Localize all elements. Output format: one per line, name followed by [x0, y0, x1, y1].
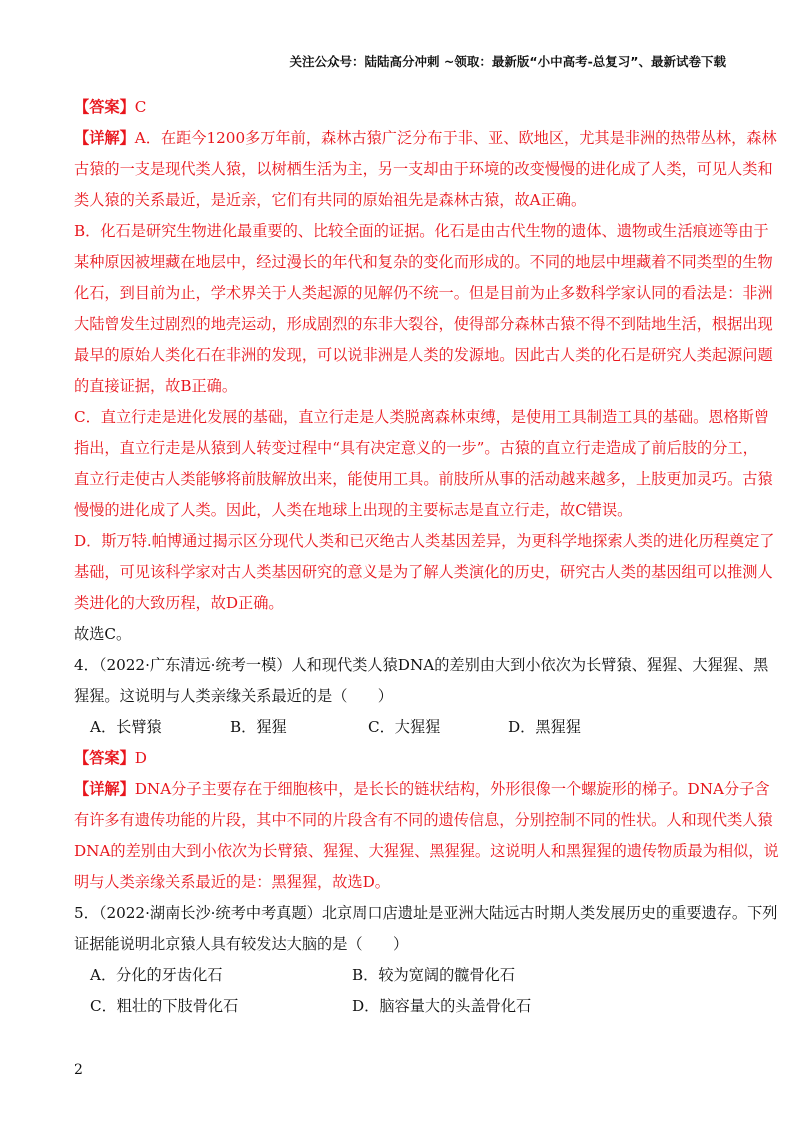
q3-detail-line: C．直立行走是进化发展的基础，直立行走是人类脱离森林束缚，是使用工具制造工具的基础。恩格斯曾 [74, 408, 770, 426]
q4-detail-line [74, 774, 770, 805]
q3-detail-line: D．斯万特.帕博通过揭示区分现代人类和已灭绝古人类基因差异，为更科学地探索人类的进化历程奠定了 [74, 532, 775, 550]
q4-stem-line [74, 650, 769, 681]
q3-detail-line: 基础，可见该科学家对古人类基因研究的意义是为了解人类演化的历史，研究古人类的基因组可以推测人 [74, 563, 773, 581]
question-number: 4． [74, 656, 99, 674]
q3-detail-line: 类进化的大致历程，故D正确。 [74, 594, 284, 612]
q3-detail-line: 慢慢的进化成了人类。因此，人类在地球上出现的主要标志是直立行走，故C错误。 [74, 501, 633, 519]
question-number: 5． [74, 904, 99, 922]
option-b[interactable]: B．猩猩 [230, 718, 287, 736]
option-a[interactable]: A．分化的牙齿化石 [90, 966, 223, 984]
question-stem: 北京周口店遗址是亚洲大陆远古时期人类发展历史的重要遗存。下列 [321, 904, 778, 922]
q3-detail-line: 最早的原始人类化石在非洲的发现，可以说非洲是人类的发源地。因此古人类的化石是研究人类起源问题 [74, 346, 773, 364]
question-stem: 人和现代类人猿DNA的差别由大到小依次为长臂猿、猩猩、大猩猩、黑 [291, 656, 769, 674]
answer-tag: 【答案】 [74, 98, 135, 116]
q3-detail-line: 化石，到目前为止，学术界关于人类起源的见解仍不统一。但是目前为止多数科学家认同的看法是：非洲 [74, 284, 773, 302]
q4-stem-line: 猩猩。这说明与人类亲缘关系最近的是（ ） [74, 687, 393, 705]
q4-detail-line: 明与人类亲缘关系最近的是：黑猩猩，故选D。 [74, 873, 390, 891]
option-d[interactable]: D．脑容量大的头盖骨化石 [352, 997, 532, 1015]
q3-detail-line: 大陆曾发生过剧烈的地壳运动，形成剧烈的东非大裂谷，使得部分森林古猿不得不到陆地生活，根据出现 [74, 315, 773, 333]
answer-value: C [134, 98, 147, 116]
option-d[interactable]: D．黑猩猩 [508, 718, 581, 736]
q4-options [74, 712, 734, 743]
detail-text: A．在距今1200多万年前，森林古猿广泛分布于非、亚、欧地区，尤其是非洲的热带丛林，森林 [134, 129, 777, 147]
q3-answer-line [74, 92, 734, 123]
q4-detail-line: DNA的差别由大到小依次为长臂猿、猩猩、大猩猩、黑猩猩。这说明人和黑猩猩的遗传物质最为相似，说 [74, 842, 779, 860]
q3-detail-line: 古猿的一支是现代类人猿，以树栖生活为主，另一支却由于环境的改变慢慢的进化成了人类，可见人类和 [74, 160, 773, 178]
detail-tag: 【详解】 [74, 780, 135, 798]
question-source: （2022·湖南长沙·统考中考真题） [98, 904, 322, 922]
q3-conclusion: 故选C。 [74, 625, 132, 643]
page-header: 关注公众号：陆陆高分冲刺 ~领取：最新版“小中高考-总复习”、最新试卷下载 [289, 54, 726, 69]
q3-detail-line: 的直接证据，故B正确。 [74, 377, 238, 395]
q4-answer-line [74, 743, 734, 774]
q3-detail-line: 指出，直立行走是从猿到人转变过程中“具有决定意义的一步”。古猿的直立行走造成了前后肢的分工， [74, 439, 758, 457]
detail-text: DNA分子主要存在于细胞核中，是长长的链状结构，外形很像一个螺旋形的梯子。DNA分子含 [134, 780, 770, 798]
answer-value: D [134, 749, 147, 767]
q5-stem-line [74, 898, 778, 929]
q3-detail-line: 直立行走使古人类能够将前肢解放出来，能使用工具。前肢所从事的活动越来越多，上肢更加灵巧。古猿 [74, 470, 773, 488]
q4-detail-line: 有许多有遗传功能的片段，其中不同的片段含有不同的遗传信息，分别控制不同的性状。人和现代类人猿 [74, 811, 773, 829]
page-content [74, 92, 779, 1022]
q3-detail-line: 类人猿的关系最近，是近亲，它们有共同的原始祖先是森林古猿，故A正确。 [74, 191, 587, 209]
q5-options-row [74, 960, 734, 991]
answer-tag: 【答案】 [74, 749, 135, 767]
question-source: （2022·广东清远·统考一模） [98, 656, 292, 674]
page-number: 2 [74, 1062, 83, 1078]
q5-stem-line: 证据能说明北京猿人具有较发达大脑的是（ ） [74, 935, 409, 953]
detail-tag: 【详解】 [74, 129, 135, 147]
option-a[interactable]: A．长臂猿 [90, 718, 162, 736]
q3-detail-line: B．化石是研究生物进化最重要的、比较全面的证据。化石是由古代生物的遗体、遗物或生活痕迹等由于 [74, 222, 769, 240]
option-b[interactable]: B．较为宽阔的髋骨化石 [352, 966, 516, 984]
q5-options-row [74, 991, 734, 1022]
q3-detail-line: 某种原因被埋藏在地层中，经过漫长的年代和复杂的变化而形成的。不同的地层中埋藏着不同类型的生物 [74, 253, 773, 271]
q3-detail-line [74, 123, 777, 154]
option-c[interactable]: C．粗壮的下肢骨化石 [90, 997, 239, 1015]
option-c[interactable]: C．大猩猩 [368, 718, 441, 736]
